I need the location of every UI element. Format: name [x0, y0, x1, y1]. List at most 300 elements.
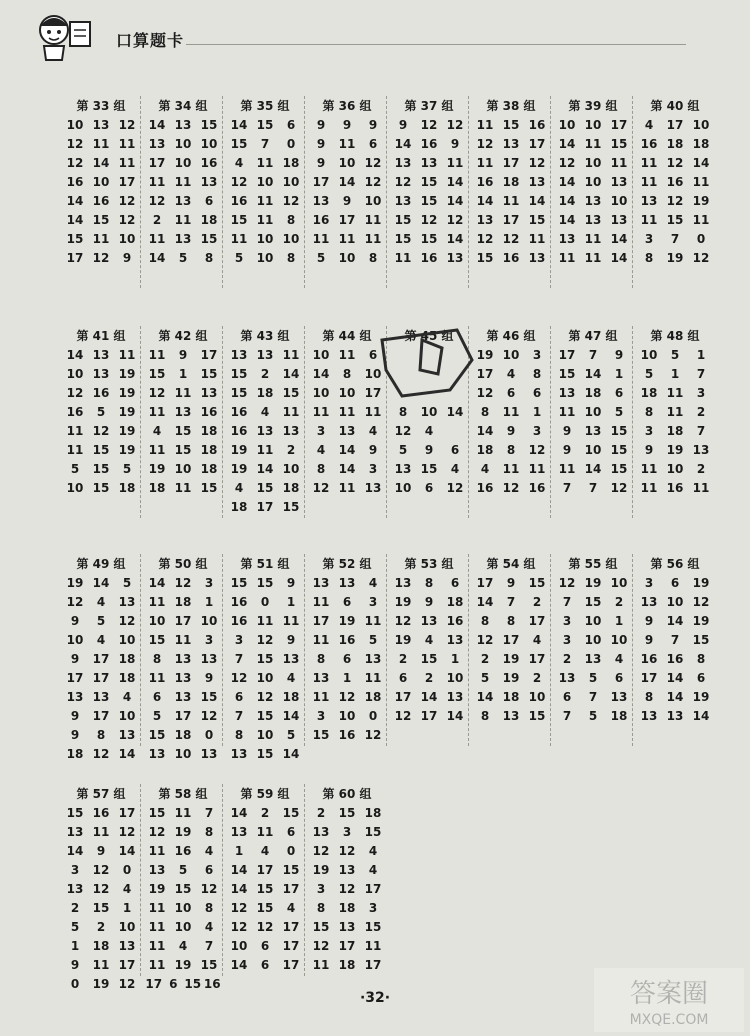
answer-value: 13 — [148, 747, 166, 761]
answer-value: 19 — [118, 367, 136, 381]
answer-row — [306, 861, 388, 880]
group-title: 第 47 组 — [568, 329, 618, 343]
answer-value: 6 — [398, 671, 408, 685]
answer-value: 14 — [92, 156, 110, 170]
answer-value: 19 — [66, 576, 84, 590]
answer-value: 11 — [174, 806, 192, 820]
answer-value: 13 — [692, 443, 710, 457]
answer-row — [224, 211, 306, 230]
answer-value: 3 — [70, 863, 80, 877]
answer-value: 11 — [502, 194, 520, 208]
answer-value: 8 — [204, 901, 214, 915]
answer-value: 18 — [338, 901, 356, 915]
answer-value: 11 — [174, 386, 192, 400]
answer-row — [224, 154, 306, 173]
exercise-band — [0, 784, 750, 991]
answer-value: 1 — [670, 367, 680, 381]
answer-value: 11 — [584, 137, 602, 151]
answer-value: 10 — [584, 633, 602, 647]
answer-value: 11 — [174, 175, 192, 189]
answer-value: 11 — [446, 156, 464, 170]
answer-value: 16 — [230, 424, 248, 438]
answer-row — [388, 574, 470, 593]
answer-value: 6 — [204, 863, 214, 877]
answer-value: 10 — [148, 614, 166, 628]
answer-value: 13 — [200, 386, 218, 400]
answer-row — [306, 804, 388, 823]
answer-value: 9 — [398, 118, 408, 132]
answer-row — [470, 593, 552, 612]
answer-row — [634, 403, 716, 422]
answer-value: 15 — [92, 443, 110, 457]
group-title: 第 54 组 — [486, 557, 536, 571]
answer-value: 17 — [502, 213, 520, 227]
answer-value: 13 — [118, 728, 136, 742]
answer-row — [224, 937, 306, 956]
answer-value: 15 — [92, 901, 110, 915]
answer-value: 17 — [502, 156, 520, 170]
answer-row — [142, 918, 224, 937]
answer-value: 6 — [234, 690, 244, 704]
column-divider — [632, 554, 633, 746]
answer-value: 10 — [528, 690, 546, 704]
answer-row — [142, 211, 224, 230]
answer-value: 11 — [118, 156, 136, 170]
answer-value: 15 — [148, 367, 166, 381]
answer-row — [60, 384, 142, 403]
answer-row — [60, 650, 142, 669]
page-header — [0, 0, 750, 90]
answer-row — [142, 403, 224, 422]
answer-value: 13 — [528, 251, 546, 265]
answer-row — [60, 804, 142, 823]
answer-value: 13 — [584, 652, 602, 666]
answer-value: 10 — [282, 462, 300, 476]
answer-value: 18 — [66, 747, 84, 761]
answer-value: 12 — [66, 156, 84, 170]
answer-value: 4 — [450, 462, 460, 476]
answer-value: 11 — [558, 405, 576, 419]
answer-value: 15 — [256, 118, 274, 132]
answer-value: 13 — [476, 213, 494, 227]
answer-row — [388, 192, 470, 211]
answer-value: 3 — [234, 633, 244, 647]
answer-row — [142, 688, 224, 707]
answer-value: 15 — [312, 920, 330, 934]
answer-value: 9 — [424, 595, 434, 609]
answer-value: 3 — [532, 424, 542, 438]
answer-row — [224, 384, 306, 403]
answer-value: 7 — [588, 481, 598, 495]
answer-value: 10 — [420, 405, 438, 419]
answer-row — [224, 899, 306, 918]
answer-value: 11 — [256, 156, 274, 170]
answer-value: 14 — [446, 709, 464, 723]
exercise-group — [470, 96, 552, 288]
answer-value: 13 — [610, 175, 628, 189]
answer-value: 3 — [696, 386, 706, 400]
answer-value: 13 — [446, 633, 464, 647]
answer-value: 13 — [584, 213, 602, 227]
answer-value: 9 — [562, 424, 572, 438]
answer-value: 2 — [532, 671, 542, 685]
answer-row — [552, 384, 634, 403]
answer-value: 13 — [200, 652, 218, 666]
answer-value: 9 — [342, 118, 352, 132]
answer-value: 13 — [312, 671, 330, 685]
answer-value: 17 — [66, 251, 84, 265]
answer-value: 15 — [92, 462, 110, 476]
answer-row — [306, 574, 388, 593]
answer-value: 2 — [696, 405, 706, 419]
answer-value: 15 — [200, 690, 218, 704]
answer-row — [470, 669, 552, 688]
answer-value: 11 — [118, 348, 136, 362]
answer-value: 17 — [282, 920, 300, 934]
answer-value: 19 — [118, 386, 136, 400]
answer-row — [306, 726, 388, 745]
answer-row — [60, 937, 142, 956]
group-title: 第 33 组 — [76, 99, 126, 113]
answer-value: 11 — [312, 405, 330, 419]
answer-value: 5 — [286, 728, 296, 742]
answer-row — [552, 154, 634, 173]
answer-value: 9 — [644, 633, 654, 647]
answer-row — [60, 441, 142, 460]
answer-value: 4 — [178, 939, 188, 953]
answer-value: 13 — [92, 118, 110, 132]
answer-value: 9 — [450, 137, 460, 151]
answer-row — [60, 173, 142, 192]
answer-row — [552, 211, 634, 230]
answer-value: 16 — [666, 481, 684, 495]
answer-value: 6 — [204, 194, 214, 208]
answer-value: 8 — [696, 652, 706, 666]
answer-value: 17 — [476, 576, 494, 590]
answer-row — [142, 631, 224, 650]
answer-value: 8 — [644, 690, 654, 704]
answer-value: 10 — [256, 251, 274, 265]
answer-value: 17 — [282, 882, 300, 896]
answer-value: 19 — [118, 405, 136, 419]
answer-value: 12 — [666, 156, 684, 170]
answer-value: 10 — [338, 386, 356, 400]
answer-value: 13 — [584, 194, 602, 208]
answer-value: 18 — [364, 690, 382, 704]
answer-value: 18 — [200, 462, 218, 476]
answer-row — [552, 612, 634, 631]
answer-row — [552, 688, 634, 707]
answer-row — [306, 880, 388, 899]
group-title: 第 59 组 — [240, 787, 290, 801]
answer-value: 18 — [502, 175, 520, 189]
exercise-group — [634, 554, 716, 746]
answer-value: 18 — [118, 652, 136, 666]
answer-value: 15 — [174, 443, 192, 457]
answer-value: 11 — [148, 671, 166, 685]
answer-row — [224, 479, 306, 498]
column-divider — [140, 554, 141, 746]
answer-value: 19 — [476, 348, 494, 362]
answer-value: 0 — [260, 595, 270, 609]
answer-value: 3 — [316, 424, 326, 438]
answer-value: 14 — [338, 462, 356, 476]
answer-value: 10 — [174, 901, 192, 915]
answer-value: 10 — [66, 367, 84, 381]
answer-value: 4 — [234, 156, 244, 170]
answer-value: 12 — [420, 213, 438, 227]
exercise-group — [142, 326, 224, 518]
group-title: 第 42 组 — [158, 329, 208, 343]
answer-value: 11 — [338, 348, 356, 362]
answer-value: 11 — [394, 251, 412, 265]
answer-value: 18 — [476, 443, 494, 457]
column-divider — [632, 326, 633, 518]
answer-value: 7 — [260, 137, 270, 151]
header-divider — [186, 44, 686, 45]
answer-value: 15 — [174, 882, 192, 896]
answer-value: 14 — [312, 367, 330, 381]
answer-value: 15 — [256, 481, 274, 495]
answer-value: 18 — [446, 595, 464, 609]
answer-value: 12 — [610, 481, 628, 495]
answer-value: 6 — [614, 671, 624, 685]
answer-row — [306, 631, 388, 650]
answer-row — [142, 192, 224, 211]
answer-value: 4 — [424, 633, 434, 647]
answer-row — [142, 650, 224, 669]
answer-value: 10 — [584, 405, 602, 419]
answer-value: 14 — [692, 156, 710, 170]
answer-row — [224, 804, 306, 823]
answer-value: 15 — [200, 481, 218, 495]
answer-value: 7 — [562, 709, 572, 723]
answer-value: 1 — [614, 614, 624, 628]
answer-row — [470, 631, 552, 650]
answer-row — [224, 192, 306, 211]
answer-row — [60, 211, 142, 230]
answer-row — [224, 726, 306, 745]
answer-value: 10 — [92, 175, 110, 189]
answer-row — [224, 745, 306, 764]
column-divider — [304, 554, 305, 746]
answer-value: 9 — [70, 728, 80, 742]
answer-value: 12 — [446, 213, 464, 227]
answer-value: 19 — [118, 424, 136, 438]
answer-value: 6 — [169, 977, 178, 991]
answer-value: 14 — [230, 882, 248, 896]
answer-value: 14 — [476, 595, 494, 609]
answer-row — [306, 650, 388, 669]
answer-value: 12 — [230, 920, 248, 934]
answer-value: 12 — [692, 251, 710, 265]
answer-value: 4 — [368, 576, 378, 590]
answer-value: 13 — [420, 614, 438, 628]
answer-value: 8 — [316, 901, 326, 915]
exercise-group — [388, 554, 470, 746]
answer-value: 12 — [148, 386, 166, 400]
answer-row — [388, 650, 470, 669]
answer-value: 12 — [692, 595, 710, 609]
answer-value: 13 — [230, 825, 248, 839]
answer-value: 10 — [584, 156, 602, 170]
answer-value: 8 — [368, 251, 378, 265]
answer-row — [60, 230, 142, 249]
answer-value: 9 — [562, 443, 572, 457]
answer-value: 9 — [614, 348, 624, 362]
answer-value: 12 — [558, 156, 576, 170]
answer-value: 10 — [118, 633, 136, 647]
answer-value: 2 — [286, 443, 296, 457]
answer-value: 11 — [640, 462, 658, 476]
answer-value: 11 — [174, 633, 192, 647]
answer-value: 13 — [312, 194, 330, 208]
answer-value: 13 — [446, 690, 464, 704]
answer-row — [60, 422, 142, 441]
answer-value: 8 — [506, 614, 516, 628]
answer-row — [634, 441, 716, 460]
answer-row — [306, 593, 388, 612]
exercise-group — [552, 554, 634, 746]
answer-value: 13 — [502, 137, 520, 151]
answer-value: 16 — [92, 194, 110, 208]
answer-value: 16 — [200, 156, 218, 170]
answer-value: 14 — [118, 844, 136, 858]
answer-row — [142, 135, 224, 154]
answer-value: 12 — [118, 194, 136, 208]
answer-value: 17 — [256, 500, 274, 514]
answer-row — [552, 707, 634, 726]
answer-value: 6 — [506, 386, 516, 400]
answer-value: 12 — [312, 939, 330, 953]
answer-value: 7 — [204, 806, 214, 820]
answer-value: 15 — [420, 194, 438, 208]
answer-value: 11 — [502, 462, 520, 476]
answer-row — [306, 937, 388, 956]
answer-row — [142, 460, 224, 479]
answer-row — [142, 842, 224, 861]
answer-row — [470, 116, 552, 135]
exercise-group — [224, 554, 306, 761]
answer-value: 13 — [66, 690, 84, 704]
answer-value: 19 — [312, 863, 330, 877]
answer-row — [634, 460, 716, 479]
answer-value: 15 — [200, 958, 218, 972]
answer-value: 11 — [66, 443, 84, 457]
answer-value: 11 — [528, 232, 546, 246]
answer-value: 11 — [338, 481, 356, 495]
column-divider — [222, 554, 223, 746]
answer-value: 11 — [174, 213, 192, 227]
answer-value: 5 — [670, 348, 680, 362]
answer-value: 16 — [528, 481, 546, 495]
answer-value: 11 — [528, 462, 546, 476]
answer-value: 6 — [562, 690, 572, 704]
answer-row — [142, 823, 224, 842]
answer-value: 0 — [368, 709, 378, 723]
answer-value: 13 — [66, 825, 84, 839]
answer-value: 9 — [286, 633, 296, 647]
answer-value: 4 — [286, 901, 296, 915]
answer-value: 1 — [234, 844, 244, 858]
answer-value: 11 — [92, 232, 110, 246]
answer-row — [60, 726, 142, 745]
answer-value: 5 — [234, 251, 244, 265]
group-title: 第 52 组 — [322, 557, 372, 571]
group-title: 第 40 组 — [650, 99, 700, 113]
answer-value: 12 — [230, 671, 248, 685]
answer-value: 9 — [424, 443, 434, 457]
answer-value: 13 — [92, 348, 110, 362]
answer-value: 4 — [614, 652, 624, 666]
answer-row — [634, 249, 716, 268]
answer-value: 11 — [92, 958, 110, 972]
answer-value: 15 — [282, 386, 300, 400]
answer-value: 6 — [260, 958, 270, 972]
column-divider — [304, 96, 305, 288]
answer-value: 17 — [420, 709, 438, 723]
answer-value: 8 — [532, 367, 542, 381]
group-title: 第 50 组 — [158, 557, 208, 571]
answer-value: 16 — [338, 633, 356, 647]
answer-value: 15 — [256, 652, 274, 666]
answer-value: 9 — [178, 348, 188, 362]
answer-value: 10 — [584, 443, 602, 457]
answer-row — [470, 479, 552, 498]
answer-row — [470, 574, 552, 593]
answer-value: 18 — [282, 156, 300, 170]
answer-value: 13 — [394, 462, 412, 476]
answer-value: 17 — [338, 939, 356, 953]
answer-value: 17 — [528, 614, 546, 628]
answer-value: 9 — [70, 709, 80, 723]
answer-value: 14 — [476, 690, 494, 704]
answer-value: 0 — [70, 977, 80, 991]
answer-row — [470, 211, 552, 230]
answer-value: 1 — [614, 367, 624, 381]
answer-value: 15 — [184, 977, 202, 991]
group-title: 第 37 组 — [404, 99, 454, 113]
answer-row — [634, 669, 716, 688]
answer-value: 17 — [118, 958, 136, 972]
answer-value: 6 — [260, 939, 270, 953]
answer-value: 13 — [118, 939, 136, 953]
answer-value: 15 — [282, 500, 300, 514]
answer-value: 12 — [118, 614, 136, 628]
answer-value: 13 — [528, 175, 546, 189]
answer-value: 12 — [476, 137, 494, 151]
answer-value: 17 — [528, 652, 546, 666]
answer-value: 14 — [610, 232, 628, 246]
answer-value: 0 — [122, 863, 132, 877]
answer-value: 4 — [122, 690, 132, 704]
exercise-group — [388, 96, 470, 288]
answer-value: 12 — [364, 175, 382, 189]
answer-value: 16 — [476, 481, 494, 495]
column-divider — [550, 96, 551, 288]
answer-value: 15 — [256, 882, 274, 896]
answer-value: 11 — [148, 232, 166, 246]
answer-value: 10 — [692, 118, 710, 132]
answer-value: 10 — [312, 348, 330, 362]
answer-value: 16 — [502, 251, 520, 265]
answer-value: 9 — [342, 194, 352, 208]
group-title: 第 45 组 — [404, 329, 454, 343]
answer-value: 11 — [148, 595, 166, 609]
answer-value: 15 — [476, 251, 494, 265]
answer-value: 14 — [476, 194, 494, 208]
answer-value: 1 — [122, 901, 132, 915]
